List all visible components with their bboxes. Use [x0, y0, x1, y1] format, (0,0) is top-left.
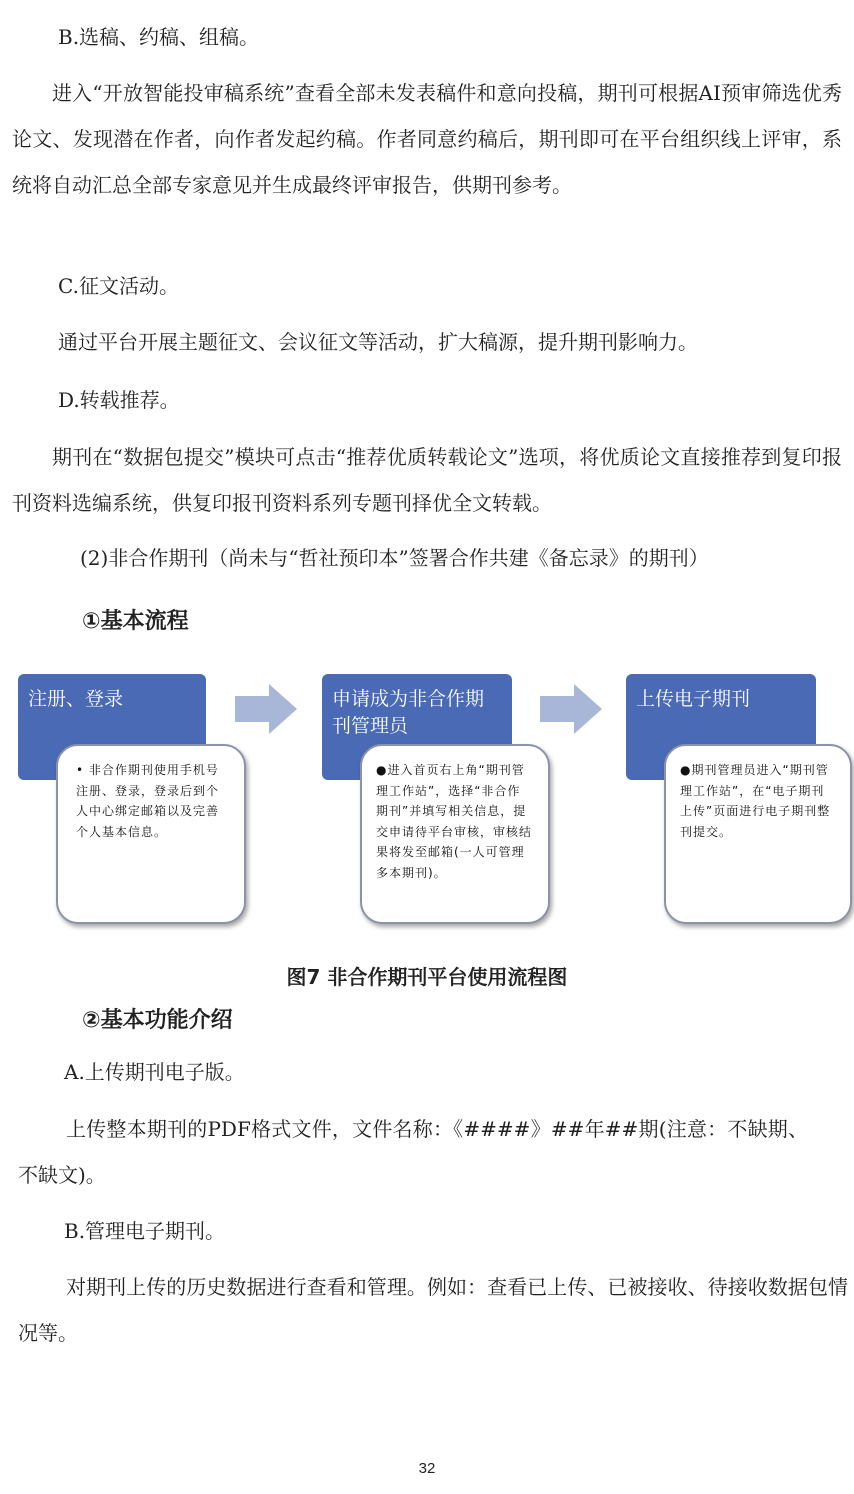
section-a-text: 上传整本期刊的PDF格式文件，文件名称：《####》##年##期(注意：不缺期、不缺文)。	[18, 1117, 808, 1187]
figure-caption: 图7 非合作期刊平台使用流程图	[286, 965, 568, 989]
page-number: 32	[418, 1460, 436, 1477]
flow-step-3-desc: ●期刊管理员进入“期刊管理工作站”，在“电子期刊上传”页面进行电子期刊整刊提交。	[680, 763, 831, 839]
section-b-text: 进入“开放智能投审稿系统”查看全部未发表稿件和意向投稿，期刊可根据AI预审筛选优秀论文、发现潜在作者，向作者发起约稿。作者同意约稿后，期刊即可在平台组织线上评审，系统将自动汇总全部专家意见并生成最终评审报告，供期刊参考。	[12, 81, 842, 197]
flow-step-2-title: 申请成为非合作期刊管理员	[332, 688, 485, 737]
section-c-text: 通过平台开展主题征文、会议征文等活动，扩大稿源，提升期刊影响力。	[58, 330, 698, 354]
arrow-right-icon	[540, 684, 604, 734]
section-b2-text: 对期刊上传的历史数据进行查看和管理。例如：查看已上传、已被接收、待接收数据包情况等。	[18, 1275, 848, 1345]
section-d-text: 期刊在“数据包提交”模块可点击“推荐优质转载论文”选项，将优质论文直接推荐到复印报刊资料选编系统，供复印报刊资料系列专题刊择优全文转载。	[12, 445, 842, 515]
section-a-title: A.上传期刊电子版。	[64, 1060, 245, 1084]
subsection-2-title: (2)非合作期刊（尚未与“哲社预印本”签署合作共建《备忘录》的期刊）	[80, 546, 709, 570]
flow-step-2-desc-box	[360, 744, 550, 924]
flow-step-1-desc: • 非合作期刊使用手机号注册、登录，登录后到个人中心绑定邮箱以及完善个人基本信息。	[76, 763, 220, 839]
flow-step-1-desc-box	[56, 744, 246, 924]
flow-step-1-title: 注册、登录	[28, 688, 124, 710]
basic-flow-heading: ①基本流程	[82, 609, 189, 634]
section-c-title: C.征文活动。	[58, 274, 179, 298]
section-d-title: D.转载推荐。	[58, 388, 180, 412]
flow-step-3-title: 上传电子期刊	[636, 688, 751, 710]
arrow-right-icon	[235, 684, 299, 734]
section-b-title: B.选稿、约稿、组稿。	[58, 25, 260, 49]
section-b2-title: B.管理电子期刊。	[64, 1219, 226, 1243]
flow-step-2-desc: ●进入首页右上角“期刊管理工作站”，选择“非合作期刊”并填写相关信息，提交申请待平台审核，审核结果将发至邮箱(一人可管理多本期刊)。	[376, 763, 533, 880]
flow-step-3-desc-box	[664, 744, 852, 924]
basic-function-heading: ②基本功能介绍	[82, 1008, 233, 1033]
